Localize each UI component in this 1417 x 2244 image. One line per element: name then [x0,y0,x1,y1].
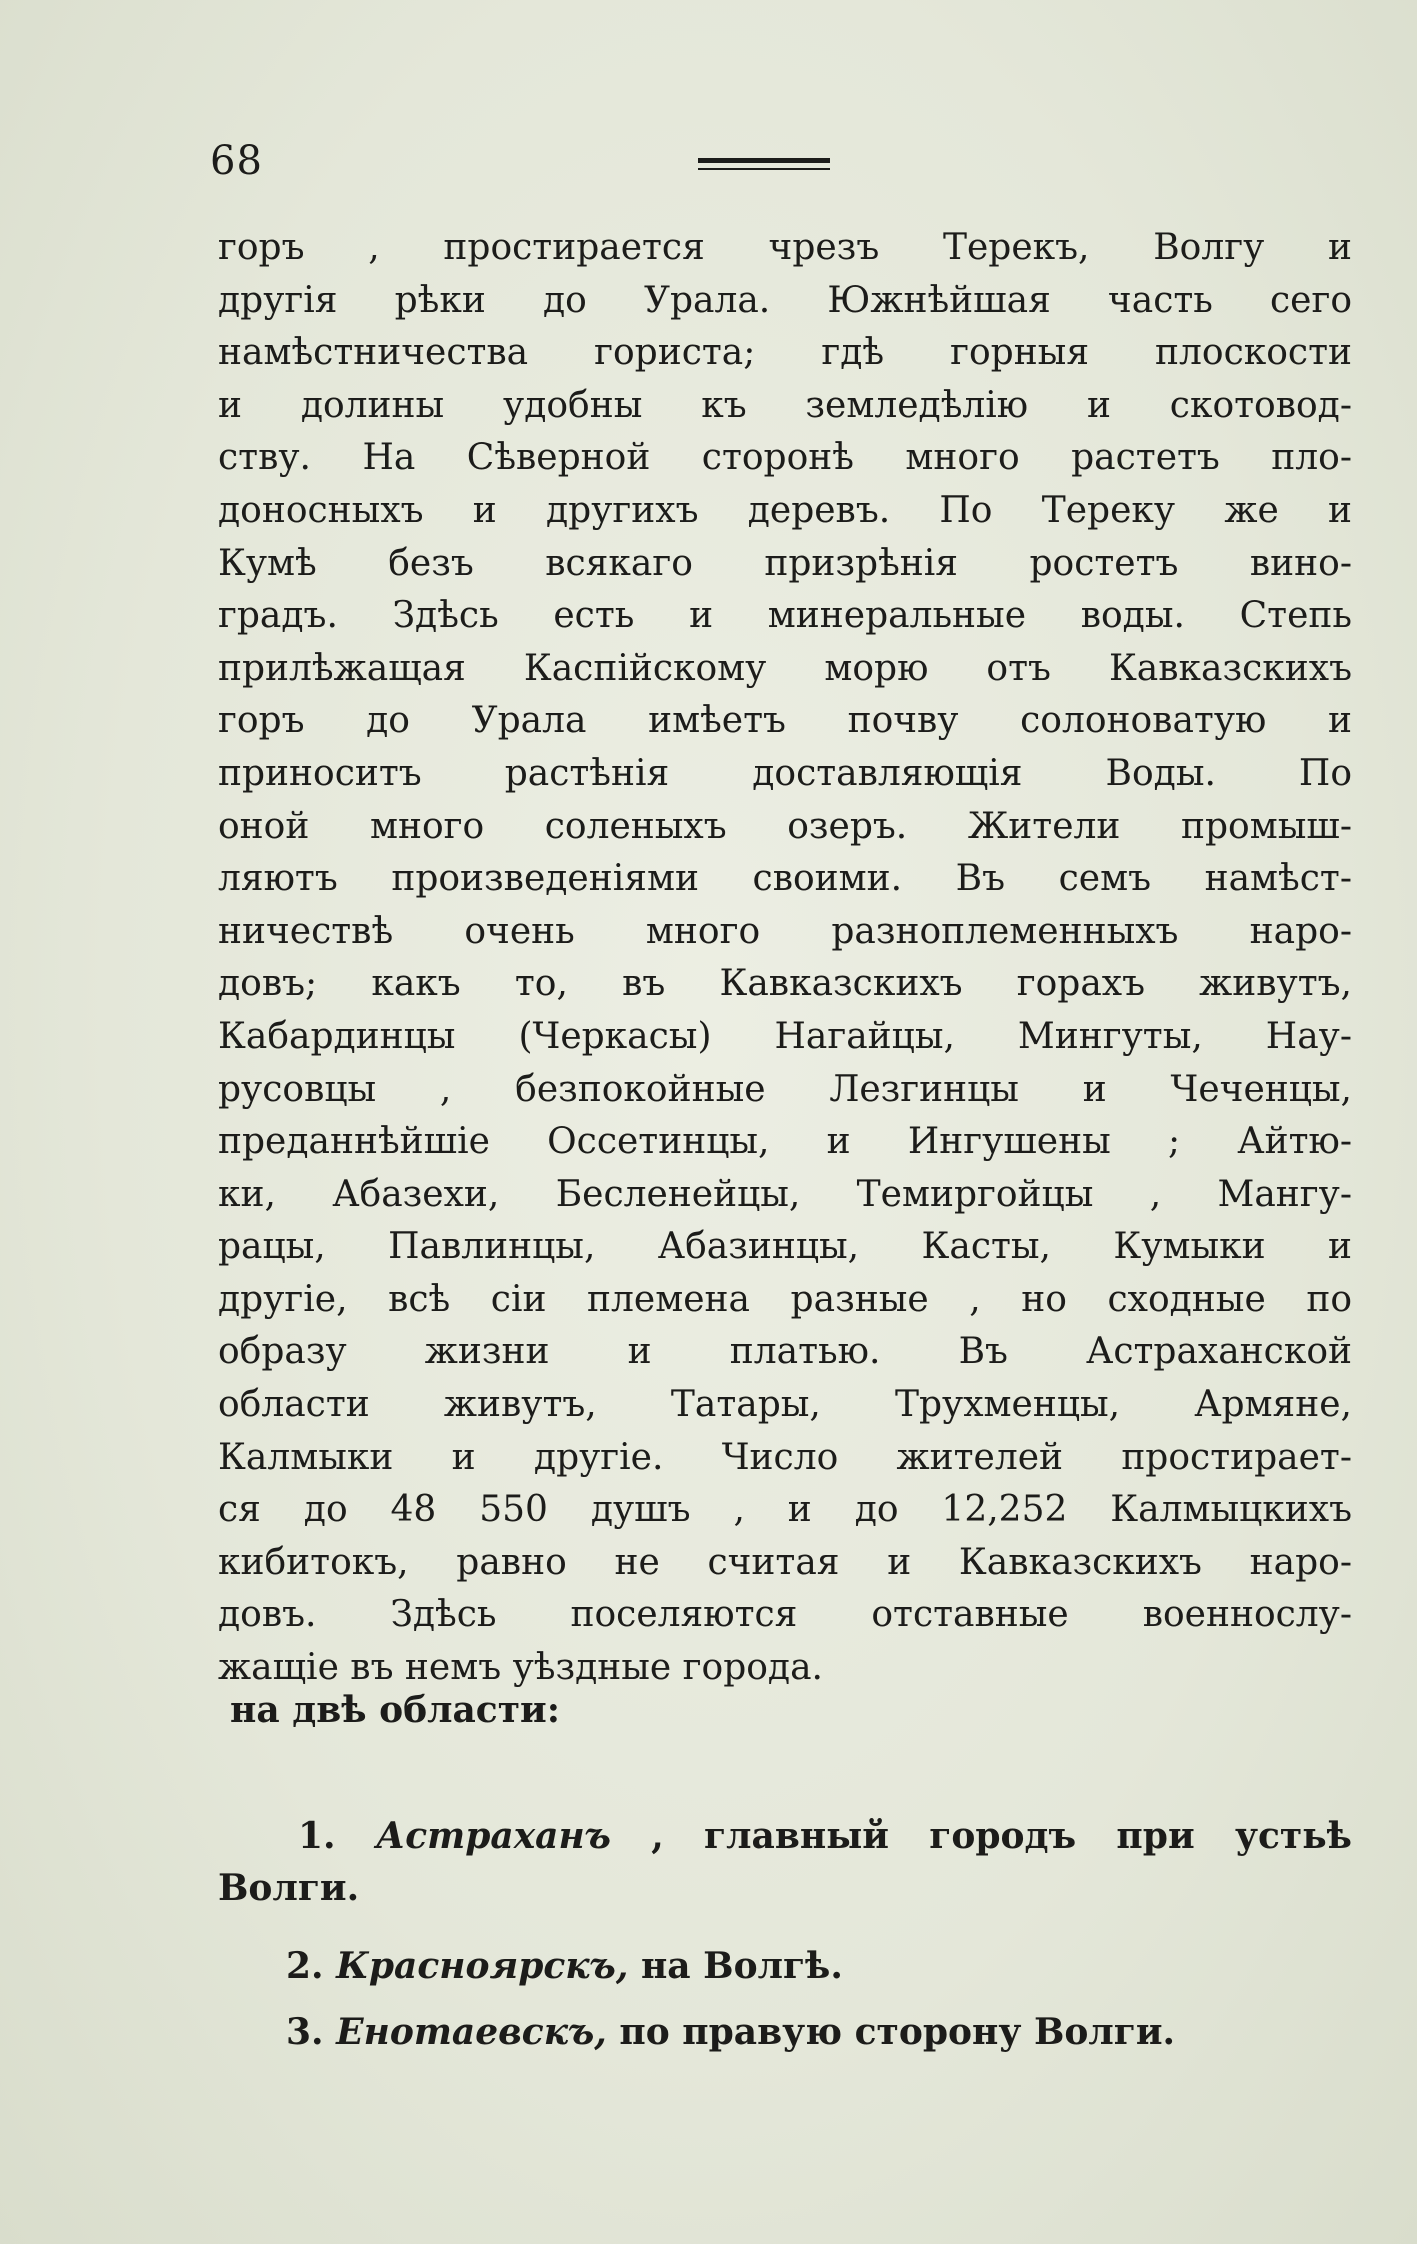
body-text [218,222,1352,1695]
city-description: по правую сторону Волги. [619,2011,1176,2053]
text-line: русовцы , безпокойные Лезгинцы и Чеченцы, [218,1068,1352,1110]
text-line: оной много соленыхъ озеръ. Жители промыш- [218,805,1352,847]
text-line: доносныхъ и другихъ деревъ. По Тереку же и [218,489,1352,531]
header-rule [698,158,830,178]
city-item-krasnoyarsk [218,1940,1352,1992]
text-line: горъ , простирается чрезъ Терекъ, Волгу и [218,227,1352,268]
city-description: на Волгѣ. [640,1945,843,1987]
text-line: рацы, Павлинцы, Абазинцы, Касты, Кумыки и [218,1226,1352,1268]
header-rule-thick [698,158,830,163]
city-description: , главный городъ при устьѣ [651,1815,1352,1857]
text-line: другіе, всѣ сіи племена разные , но сходные по [218,1278,1352,1320]
header-rule-thin [698,168,830,170]
text-line: ляютъ произведеніями своими. Въ семъ намѣст- [218,858,1352,900]
city-item-astrakhan [218,1810,1352,1914]
city-number: 3. [286,2011,324,2053]
text-line: Кумѣ безъ всякаго призрѣнія ростетъ вино- [218,542,1352,584]
text-line: ству. На Сѣверной сторонѣ много растетъ пло- [218,437,1352,479]
text-line: горъ до Урала имѣетъ почву солоноватую и [218,700,1352,742]
city-name: Енотаевскъ, [336,2011,607,2053]
city-name: Астраханъ [375,1815,611,1857]
city-list [218,1810,1352,2058]
text-line: Кабардинцы (Черкасы) Нагайцы, Мингуты, Нау- [218,1015,1352,1057]
text-line: преданнѣйшіе Оссетинцы, и Ингушены ; Айтю- [218,1121,1352,1163]
city-number: 1. [298,1815,336,1857]
page-number: 68 [210,138,263,184]
text-line: ки, Абазехи, Бесленейцы, Темиргойцы , Мангу- [218,1173,1352,1215]
text-line: и долины удобны къ земледѣлію и скотовод- [218,384,1352,426]
text-line: другія рѣки до Урала. Южнѣйшая часть сего [218,279,1352,321]
text-line: довъ. Здѣсь поселяются отставные военнослу- [218,1594,1352,1636]
city-number: 2. [286,1945,324,1987]
text-line: кибитокъ, равно не считая и Кавказскихъ наро- [218,1541,1352,1583]
city-row [218,1810,1352,1862]
city-item-enotaevsk [218,2006,1352,2058]
text-line: приноситъ растѣнія доставляющія Воды. По [218,752,1352,794]
text-line: ничествѣ очень много разноплеменныхъ наро- [218,910,1352,952]
text-line: образу жизни и платью. Въ Астраханской [218,1331,1352,1373]
text-line: области живутъ, Татары, Трухменцы, Армяне, [218,1384,1352,1426]
text-line: Калмыки и другіе. Число жителей простирает- [218,1436,1352,1478]
text-line: жащіе въ немъ уѣздные города. [218,1647,823,1689]
text-line: намѣстничества гориста; гдѣ горныя плоскости [218,332,1352,374]
text-line: градъ. Здѣсь есть и минеральные воды. Степь [218,595,1352,637]
divisions-intro: на двѣ области: [230,1689,561,1731]
text-line: ся до 48 550 душъ , и до 12,252 Калмыцкихъ [218,1489,1352,1531]
city-description-continued: Волги. [218,1867,360,1909]
city-name: Красноярскъ, [336,1945,629,1987]
text-line: прилѣжащая Каспійскому морю отъ Кавказскихъ [218,647,1352,689]
text-line: довъ; какъ то, въ Кавказскихъ горахъ живутъ, [218,963,1352,1005]
